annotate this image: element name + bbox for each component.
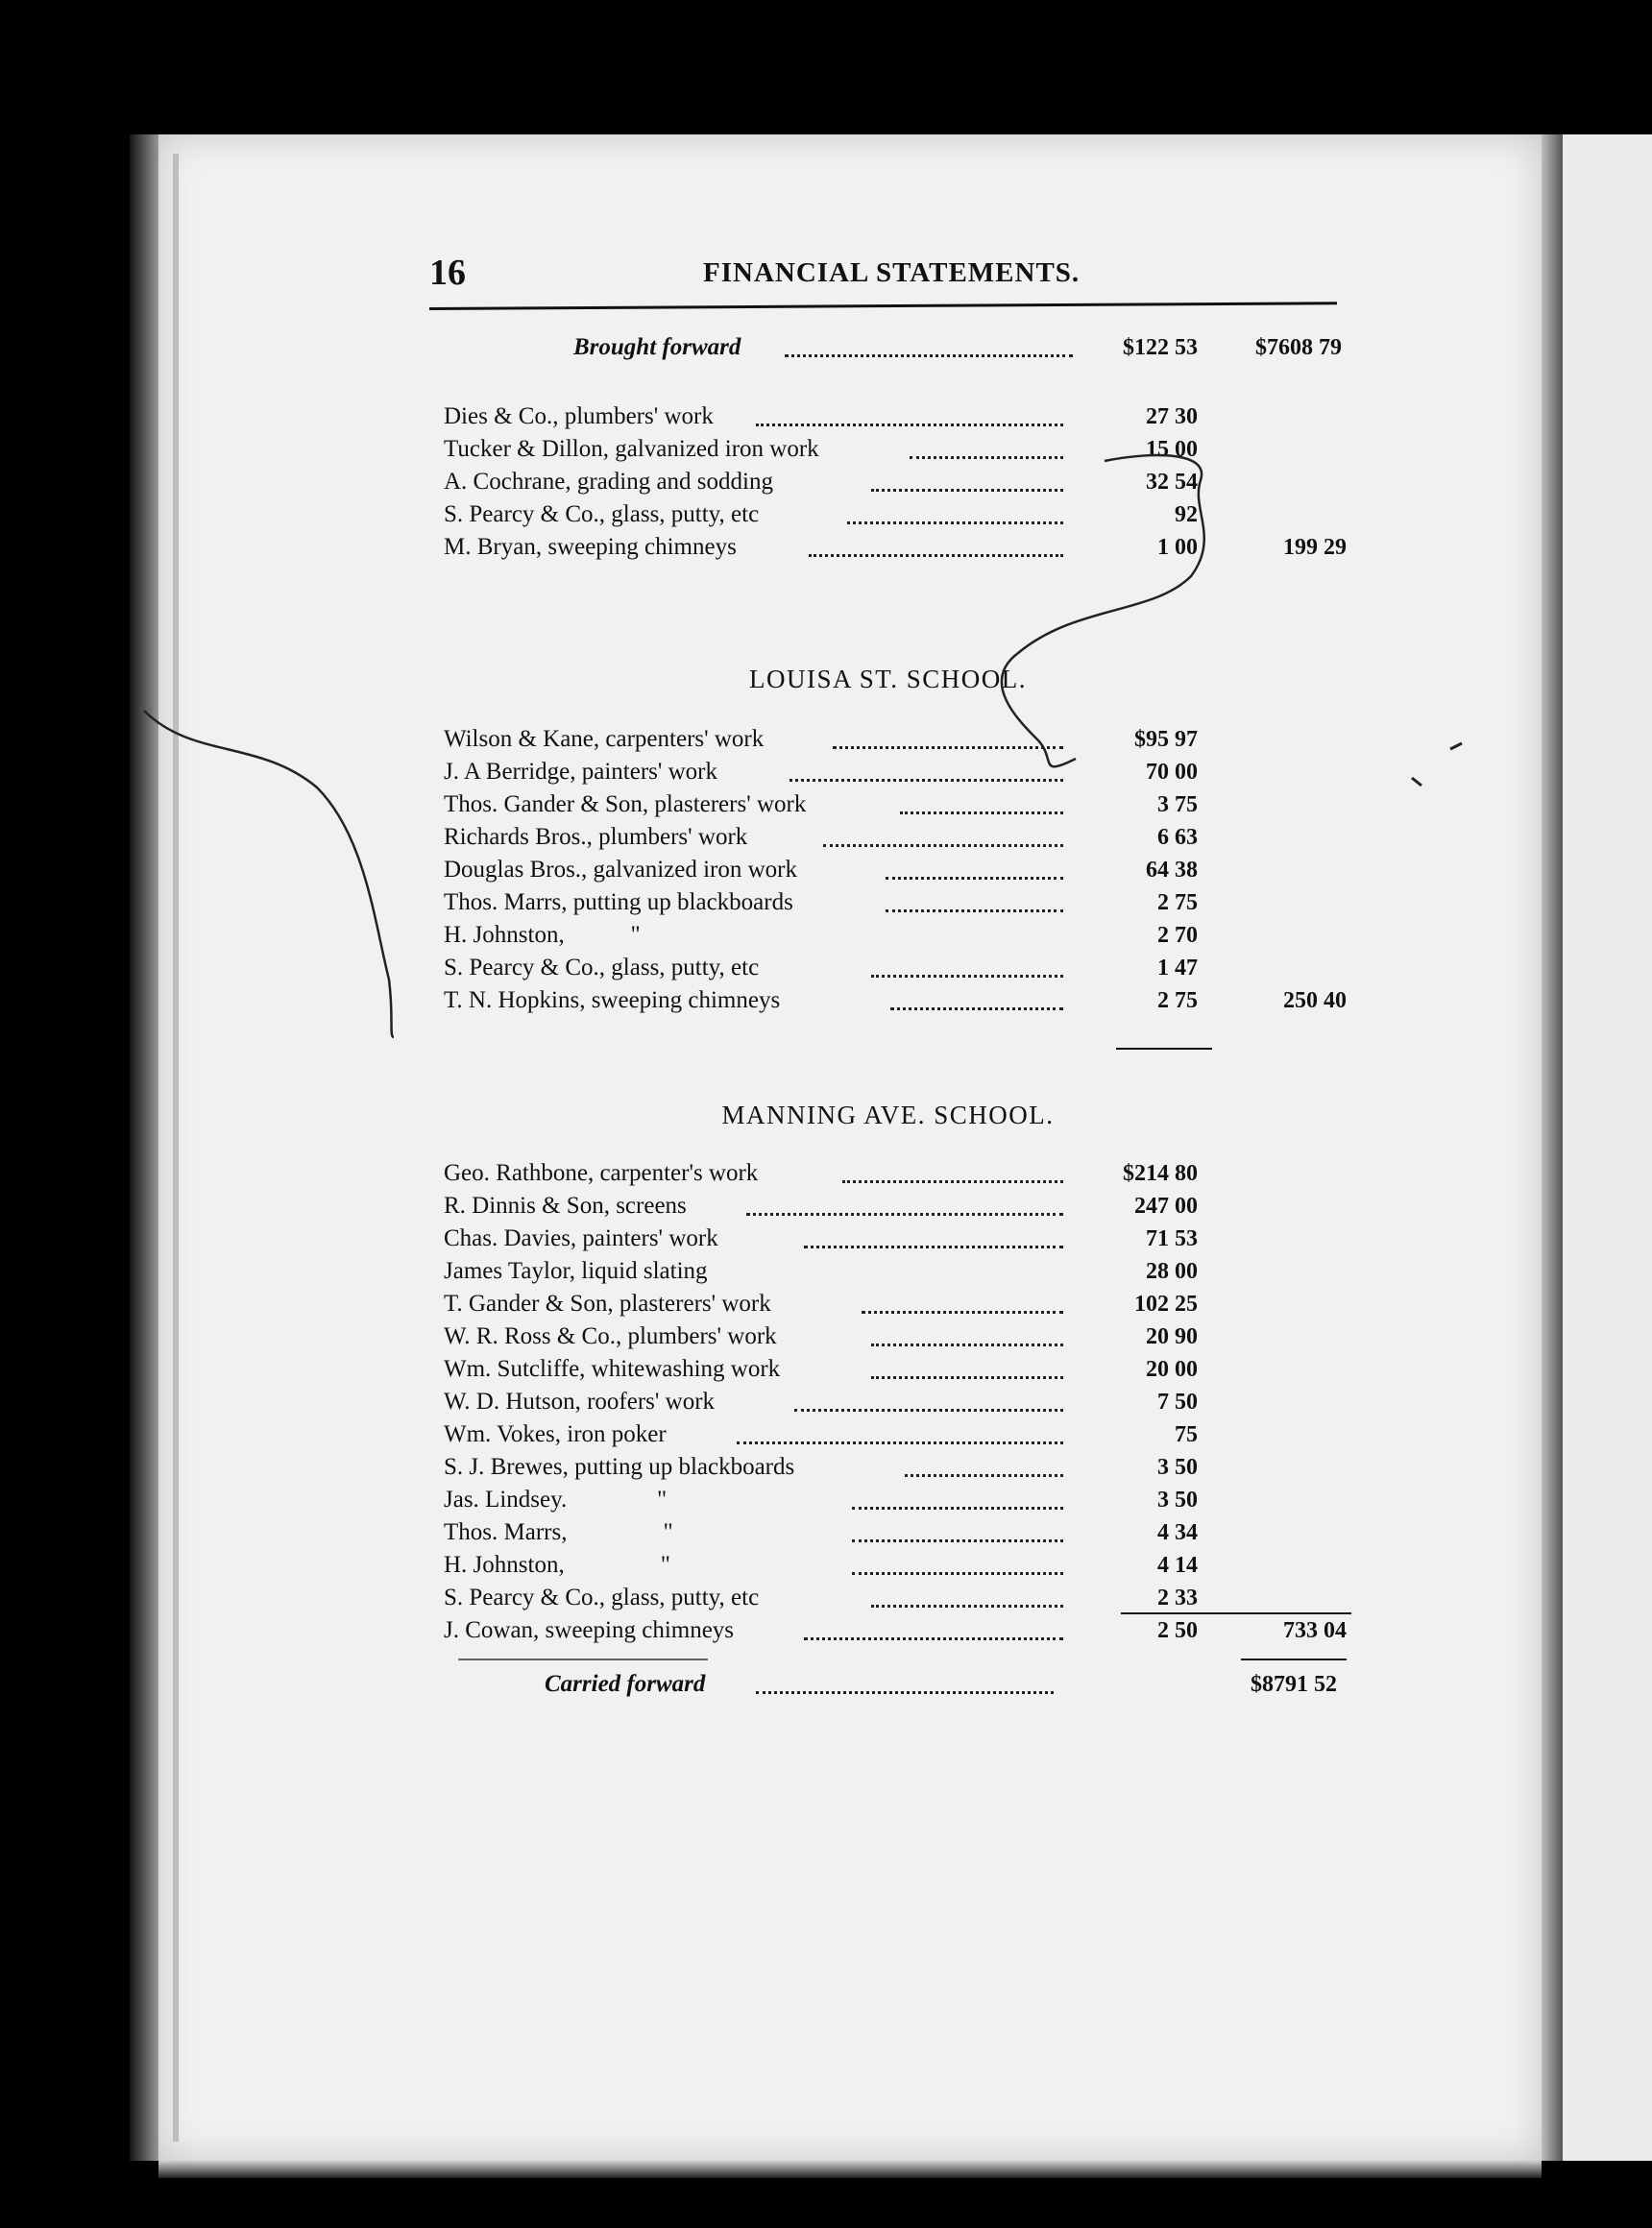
item-amount: 20 90: [1146, 1324, 1198, 1349]
item-amount: 2 50: [1157, 1618, 1198, 1643]
page-title: FINANCIAL STATEMENTS.: [703, 257, 1081, 288]
pencil-line-left: [144, 711, 394, 1037]
item-amount: 3 50: [1157, 1488, 1198, 1513]
item-label: M. Bryan, sweeping chimneys: [444, 534, 737, 560]
item-label: Geo. Rathbone, carpenter's work: [444, 1160, 759, 1186]
item-label: Thos. Marrs, ": [444, 1519, 673, 1545]
item-amount: $95 97: [1134, 727, 1198, 752]
item-label: W. D. Hutson, roofers' work: [444, 1389, 716, 1415]
item-label: S. Pearcy & Co., glass, putty, etc: [444, 955, 760, 981]
subtotal: 199 29: [1283, 535, 1347, 560]
brought-forward-label: Brought forward: [573, 334, 741, 360]
item-label: Chas. Davies, painters' work: [444, 1225, 718, 1251]
item-amount: 7 50: [1157, 1390, 1198, 1415]
pencil-line-right: [1002, 455, 1204, 766]
item-amount: 4 34: [1157, 1520, 1198, 1545]
item-amount: 75: [1175, 1422, 1198, 1447]
item-amount: 102 25: [1134, 1292, 1198, 1317]
item-label: Dies & Co., plumbers' work: [444, 403, 714, 429]
page-number: 16: [429, 253, 466, 293]
item-amount: 15 00: [1146, 437, 1198, 462]
item-amount: 2 75: [1157, 890, 1198, 915]
carried-forward-label: Carried forward: [545, 1671, 706, 1697]
item-label: Richards Bros., plumbers' work: [444, 824, 748, 850]
section-title-manning: MANNING AVE. SCHOOL.: [721, 1101, 1055, 1129]
item-amount: 1 00: [1157, 535, 1198, 560]
item-label: Wm. Sutcliffe, whitewashing work: [444, 1356, 781, 1382]
item-label: Douglas Bros., galvanized iron work: [444, 857, 797, 883]
item-label: T. N. Hopkins, sweeping chimneys: [444, 987, 781, 1013]
item-label: S. Pearcy & Co., glass, putty, etc: [444, 1585, 760, 1610]
item-amount: 3 75: [1157, 792, 1198, 817]
item-amount: 32 54: [1146, 470, 1198, 495]
item-label: James Taylor, liquid slating: [444, 1258, 708, 1284]
item-amount: 6 63: [1157, 825, 1198, 850]
subtotal: 733 04: [1283, 1618, 1347, 1643]
item-label: Thos. Marrs, putting up blackboards: [444, 889, 793, 915]
carried-forward-total: $8791 52: [1251, 1672, 1337, 1697]
item-amount: 4 14: [1157, 1553, 1198, 1578]
item-amount: $214 80: [1123, 1161, 1198, 1186]
item-amount: 71 53: [1146, 1226, 1198, 1251]
item-amount: 92: [1175, 502, 1198, 527]
item-label: R. Dinnis & Son, screens: [444, 1193, 687, 1219]
item-label: Tucker & Dillon, galvanized iron work: [444, 436, 819, 462]
item-label: Wm. Vokes, iron poker: [444, 1421, 667, 1447]
item-amount: 20 00: [1146, 1357, 1198, 1382]
section-title-louisa: LOUISA ST. SCHOOL.: [748, 665, 1028, 693]
item-amount: 247 00: [1134, 1194, 1198, 1219]
subtotal: 250 40: [1283, 988, 1347, 1013]
item-amount: 2 75: [1157, 988, 1198, 1013]
item-label: J. A Berridge, painters' work: [444, 759, 718, 785]
item-label: S. J. Brewes, putting up blackboards: [444, 1454, 795, 1480]
item-label: T. Gander & Son, plasterers' work: [444, 1291, 771, 1317]
item-amount: 28 00: [1146, 1259, 1198, 1284]
item-label: S. Pearcy & Co., glass, putty, etc: [444, 501, 760, 527]
item-amount: 64 38: [1146, 858, 1198, 883]
item-amount: 27 30: [1146, 404, 1198, 429]
item-amount: 2 33: [1157, 1586, 1198, 1610]
pencil-dash: [1412, 743, 1462, 786]
item-amount: 2 70: [1157, 923, 1198, 948]
item-label: J. Cowan, sweeping chimneys: [444, 1617, 735, 1643]
item-amount: 70 00: [1146, 760, 1198, 785]
brought-forward-amount: $122 53: [1123, 335, 1198, 360]
item-label: Thos. Gander & Son, plasterers' work: [444, 791, 807, 817]
item-amount: 3 50: [1157, 1455, 1198, 1480]
item-label: Wilson & Kane, carpenters' work: [444, 726, 765, 752]
item-label: W. R. Ross & Co., plumbers' work: [444, 1323, 777, 1349]
item-label: H. Johnston, ": [444, 1552, 670, 1578]
item-label: H. Johnston, ": [444, 922, 641, 948]
item-label: Jas. Lindsey. ": [444, 1487, 668, 1513]
brought-forward-total: $7608 79: [1255, 335, 1342, 360]
item-amount: 1 47: [1157, 956, 1198, 981]
item-label: A. Cochrane, grading and sodding: [444, 469, 773, 495]
